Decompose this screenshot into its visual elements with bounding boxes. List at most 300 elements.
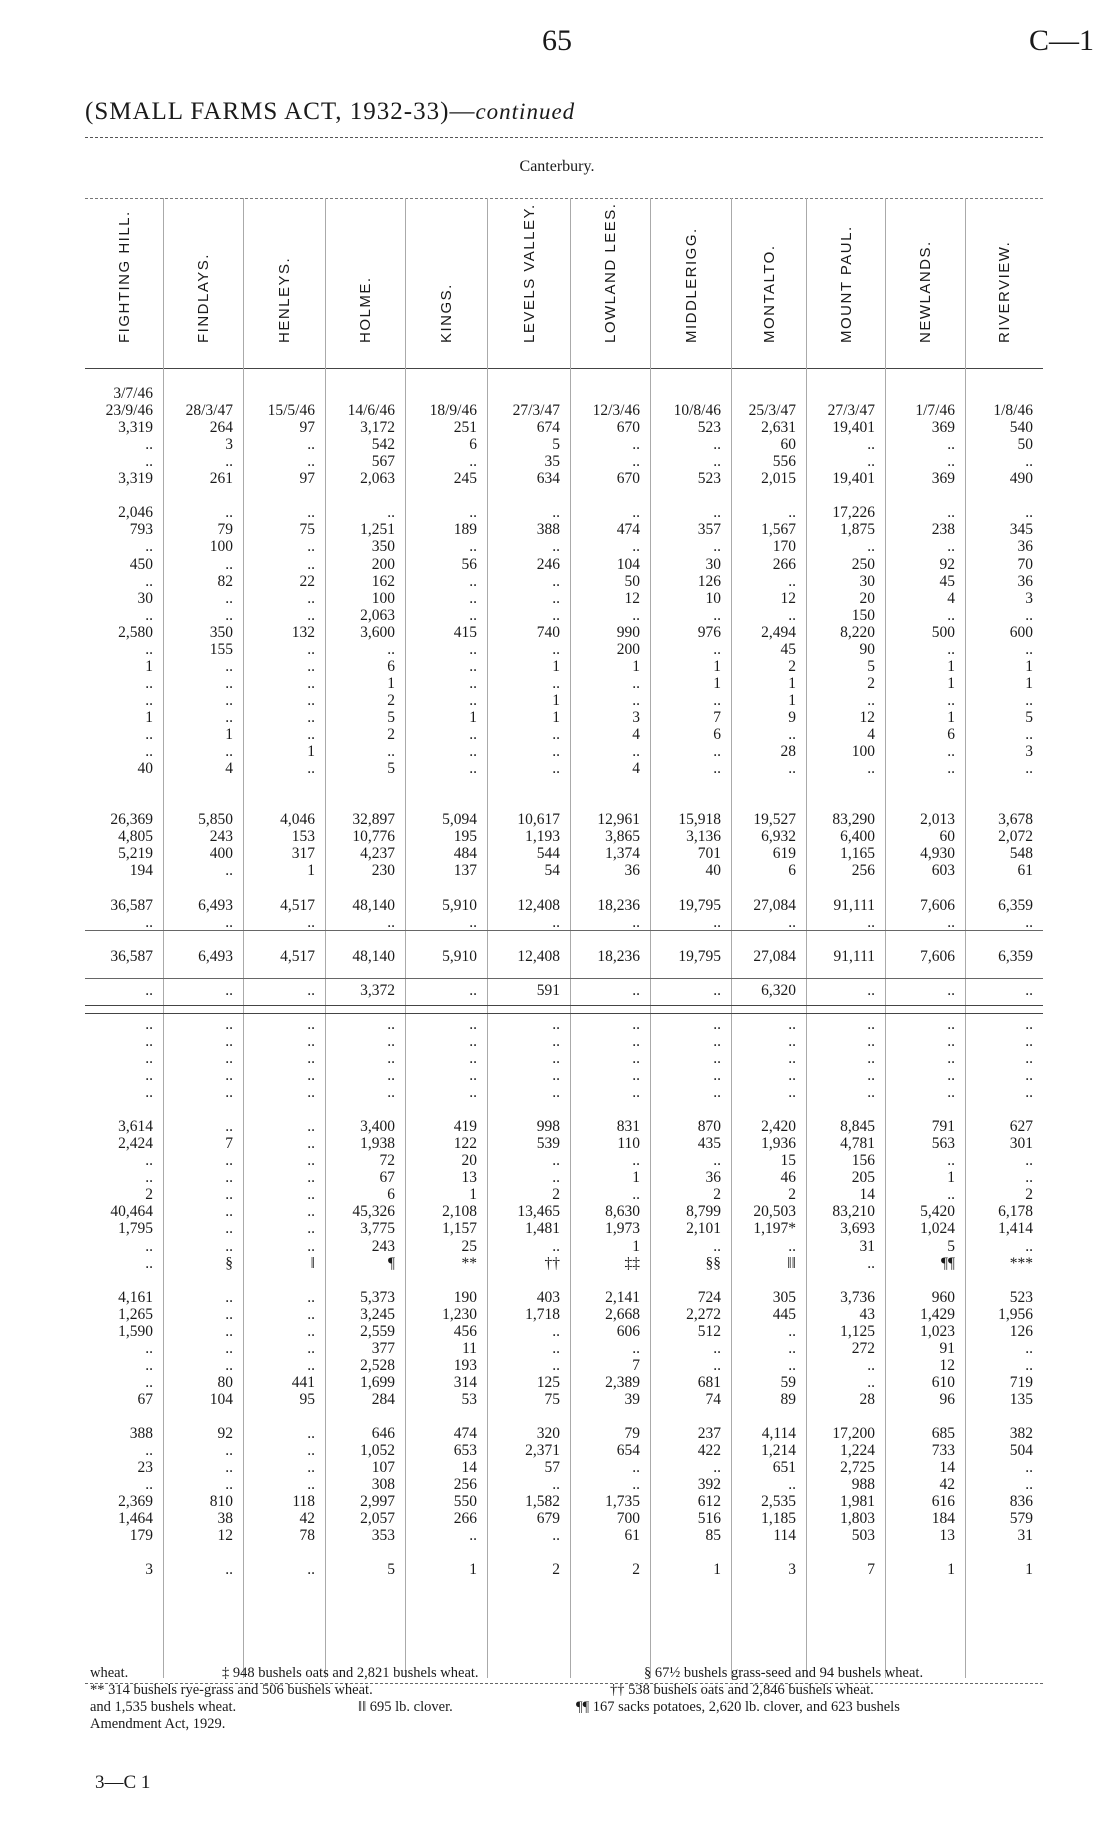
- table-cell: 2,997: [360, 1493, 395, 1511]
- table-cell: 75: [544, 1390, 560, 1408]
- table-cell: 2,424: [118, 1135, 153, 1153]
- table-cell: ..: [552, 538, 560, 556]
- table-cell: 540: [1009, 419, 1033, 437]
- table-cell: 96: [939, 1390, 955, 1408]
- table-cell: 1: [788, 674, 796, 692]
- table-cell: ..: [947, 691, 955, 709]
- column-header-label: MIDDLERIGG.: [682, 227, 700, 343]
- table-cell: 1,567: [761, 521, 796, 539]
- table-cell: ..: [947, 453, 955, 471]
- table-cell: 200: [371, 555, 395, 573]
- table-cell: ..: [713, 436, 721, 454]
- table-cell: ..: [713, 1459, 721, 1477]
- table-cell: ..: [552, 760, 560, 778]
- table-cell: 4,517: [280, 896, 315, 914]
- footnote: †† 538 bushels oats and 2,846 bushels wheat.: [610, 1682, 874, 1698]
- table-cell: 50: [624, 572, 640, 590]
- table-cell: 1: [225, 726, 233, 743]
- table-cell: ..: [947, 1015, 955, 1033]
- table-cell: 1: [713, 674, 721, 692]
- table-cell: ..: [713, 504, 721, 522]
- table-cell: 350: [371, 538, 395, 556]
- table-cell: 195: [453, 828, 477, 846]
- table-cell: 2,631: [761, 419, 796, 437]
- table-cell: 42: [299, 1510, 315, 1528]
- column-header-label: MONTALTO.: [760, 244, 778, 343]
- table-cell: 4: [867, 726, 875, 743]
- table-cell: 542: [371, 436, 395, 454]
- table-cell: ..: [552, 1152, 560, 1170]
- table-cell: 2: [1025, 1186, 1033, 1204]
- table-cell: ‖‖: [787, 1254, 796, 1272]
- table-cell: ..: [145, 981, 153, 999]
- table-cell: ..: [1025, 726, 1033, 743]
- table-cell: 5,850: [198, 811, 233, 829]
- table-cell: ..: [632, 436, 640, 454]
- table-cell: 960: [931, 1288, 955, 1306]
- table-cell: ..: [307, 691, 315, 709]
- table-cell: 603: [931, 862, 955, 880]
- table-cell: 733: [931, 1442, 955, 1460]
- table-cell: ..: [632, 1459, 640, 1477]
- table-cell: 2,528: [360, 1356, 395, 1374]
- table-cell: 1: [947, 657, 955, 675]
- table-cell: ..: [145, 1442, 153, 1460]
- table-cell: ..: [788, 1356, 796, 1374]
- table-cell: 12: [217, 1527, 233, 1545]
- table-cell: ..: [552, 1067, 560, 1084]
- table-cell: 2,141: [605, 1288, 640, 1306]
- table-cell: 162: [371, 572, 395, 590]
- column-header-label: LEVELS VALLEY.: [520, 203, 538, 343]
- table-cell: 2,015: [761, 470, 796, 488]
- table-cell: 20,503: [753, 1203, 796, 1221]
- table-cell: ..: [469, 572, 477, 590]
- table-cell: 13,465: [517, 1203, 560, 1221]
- table-cell: 14/6/46: [347, 402, 395, 420]
- table-cell: ..: [145, 1169, 153, 1187]
- table-cell: 97: [299, 470, 315, 488]
- table-cell: 137: [453, 862, 477, 880]
- table-cell: 606: [616, 1322, 640, 1340]
- table-cell: ..: [632, 913, 640, 931]
- table-cell: 516: [697, 1510, 721, 1528]
- table-cell: ..: [632, 981, 640, 999]
- table-cell: 314: [453, 1373, 477, 1391]
- table-cell: 189: [453, 521, 477, 539]
- table-cell: ..: [387, 640, 395, 658]
- table-cell: 685: [931, 1425, 955, 1443]
- table-cell: ..: [947, 1152, 955, 1170]
- table-cell: 674: [536, 419, 560, 437]
- table-cell: 320: [536, 1425, 560, 1443]
- table-cell: 610: [931, 1373, 955, 1391]
- table-cell: 3: [632, 708, 640, 726]
- table-cell: ..: [225, 1049, 233, 1067]
- table-cell: 3,172: [360, 419, 395, 437]
- table-cell: 422: [697, 1442, 721, 1460]
- table-cell: 3,775: [360, 1220, 395, 1238]
- table-cell: 7: [225, 1135, 233, 1153]
- table-cell: 27/3/47: [827, 402, 875, 420]
- table-cell: ..: [307, 1220, 315, 1238]
- table-cell: 445: [772, 1305, 796, 1323]
- table-cell: ..: [145, 436, 153, 454]
- table-cell: 1: [469, 1186, 477, 1204]
- table-cell: 67: [379, 1169, 395, 1187]
- table-cell: 10,617: [517, 811, 560, 829]
- table-cell: 3,319: [118, 470, 153, 488]
- table-cell: 80: [217, 1373, 233, 1391]
- table-cell: 35: [544, 453, 560, 471]
- table-cell: ..: [1025, 1032, 1033, 1050]
- table-cell: ..: [387, 1084, 395, 1102]
- table-cell: ..: [867, 1032, 875, 1050]
- table-cell: 83,210: [832, 1203, 875, 1221]
- table-cell: 243: [209, 828, 233, 846]
- table-cell: 2,101: [686, 1220, 721, 1238]
- table-cell: ..: [632, 1186, 640, 1204]
- table-cell: ..: [632, 504, 640, 522]
- table-cell: ..: [947, 743, 955, 761]
- table-cell: 27,084: [753, 896, 796, 914]
- table-cell: ..: [307, 674, 315, 692]
- page-title: [85, 98, 575, 126]
- table-cell: ..: [632, 1067, 640, 1084]
- table-cell: ..: [469, 1015, 477, 1033]
- table-cell: ..: [867, 453, 875, 471]
- table-cell: 6,359: [998, 947, 1033, 965]
- table-cell: 2,046: [118, 504, 153, 522]
- table-cell: 2: [145, 1186, 153, 1204]
- table-cell: 1,735: [605, 1493, 640, 1511]
- table-cell: ..: [225, 674, 233, 692]
- table-cell: 20: [461, 1152, 477, 1170]
- table-cell: ..: [145, 1015, 153, 1033]
- table-cell: ..: [145, 691, 153, 709]
- table-cell: ..: [307, 606, 315, 624]
- table-cell: 11: [462, 1339, 477, 1357]
- table-cell: ..: [713, 1084, 721, 1102]
- table-cell: ..: [632, 691, 640, 709]
- table-cell: ‡‡: [624, 1254, 640, 1272]
- table-cell: ..: [552, 1527, 560, 1545]
- table-cell: 1,197*: [753, 1220, 796, 1238]
- table-cell: ..: [307, 1442, 315, 1460]
- table-cell: 619: [772, 845, 796, 863]
- table-cell: ..: [788, 1237, 796, 1255]
- table-cell: 2,072: [998, 828, 1033, 846]
- table-cell: 441: [291, 1373, 315, 1391]
- table-cell: 48,140: [352, 947, 395, 965]
- table-cell: 976: [697, 623, 721, 641]
- table-cell: ..: [552, 589, 560, 607]
- table-cell: ..: [307, 1561, 315, 1579]
- column-header-label: NEWLANDS.: [917, 240, 934, 343]
- table-cell: ..: [469, 1084, 477, 1102]
- table-cell: 60: [780, 436, 796, 454]
- table-cell: ..: [307, 1084, 315, 1102]
- table-cell: ..: [552, 1049, 560, 1067]
- table-cell: 36: [705, 1169, 721, 1187]
- table-cell: ..: [552, 1015, 560, 1033]
- table-cell: ..: [1025, 1169, 1033, 1187]
- table-cell: 10,776: [352, 828, 395, 846]
- column-header-label: LOWLAND LEES.: [602, 202, 619, 343]
- table-cell: 15: [780, 1152, 796, 1170]
- table-rule: [85, 1005, 1043, 1006]
- table-cell: ..: [225, 1152, 233, 1170]
- table-cell: 31: [859, 1237, 875, 1255]
- table-cell: 91,111: [833, 896, 875, 914]
- table-rule: [85, 1013, 1043, 1014]
- table-cell: 2: [552, 1186, 560, 1204]
- table-cell: 5,373: [360, 1288, 395, 1306]
- table-cell: ..: [632, 1015, 640, 1033]
- table-cell: 4: [632, 726, 640, 743]
- table-cell: 7,606: [920, 947, 955, 965]
- table-cell: 1: [145, 708, 153, 726]
- table-cell: 8,220: [840, 623, 875, 641]
- table-cell: ..: [307, 1067, 315, 1084]
- table-cell: ..: [788, 1322, 796, 1340]
- table-cell: 3: [788, 1561, 796, 1579]
- table-cell: ..: [225, 504, 233, 522]
- table-cell: 3,693: [840, 1220, 875, 1238]
- table-cell: ..: [947, 640, 955, 658]
- table-cell: 91,111: [833, 947, 875, 965]
- table-cell: 1: [307, 743, 315, 761]
- table-cell: 10: [705, 589, 721, 607]
- table-cell: ..: [552, 1032, 560, 1050]
- table-cell: 7: [713, 708, 721, 726]
- table-cell: §§: [705, 1254, 721, 1272]
- table-cell: 100: [851, 743, 875, 761]
- table-cell: 345: [1009, 521, 1033, 539]
- table-cell: ..: [225, 1169, 233, 1187]
- page-number: 65: [542, 24, 572, 57]
- table-cell: ..: [145, 572, 153, 590]
- table-cell: ***: [1009, 1254, 1033, 1272]
- table-cell: 400: [209, 845, 233, 863]
- table-cell: 5,910: [442, 896, 477, 914]
- table-cell: ..: [225, 657, 233, 675]
- table-cell: 544: [536, 845, 560, 863]
- table-cell: 6,400: [840, 828, 875, 846]
- table-cell: 83,290: [832, 811, 875, 829]
- table-cell: 90: [859, 640, 875, 658]
- table-cell: ..: [225, 1442, 233, 1460]
- table-cell: 12,961: [597, 811, 640, 829]
- table-cell: 539: [536, 1135, 560, 1153]
- table-cell: 114: [773, 1527, 796, 1545]
- table-cell: 600: [1009, 623, 1033, 641]
- column-header: [325, 198, 405, 366]
- table-cell: ..: [552, 1356, 560, 1374]
- table-cell: 27,084: [753, 947, 796, 965]
- table-cell: 250: [851, 555, 875, 573]
- table-cell: ..: [225, 708, 233, 726]
- table-cell: 2,057: [360, 1510, 395, 1528]
- table-cell: ..: [307, 657, 315, 675]
- table-cell: 12,408: [517, 896, 560, 914]
- table-cell: 1,414: [998, 1220, 1033, 1238]
- table-cell: 2,371: [525, 1442, 560, 1460]
- table-cell: ..: [1025, 1459, 1033, 1477]
- title-continued: continued: [475, 99, 576, 124]
- table-cell: 15,918: [678, 811, 721, 829]
- table-cell: ..: [1025, 1237, 1033, 1255]
- table-cell: 238: [931, 521, 955, 539]
- table-cell: ..: [307, 1476, 315, 1494]
- table-cell: 264: [209, 419, 233, 437]
- table-cell: 810: [209, 1493, 233, 1511]
- table-cell: 70: [1017, 555, 1033, 573]
- table-cell: ..: [867, 981, 875, 999]
- table-cell: 1,214: [761, 1442, 796, 1460]
- table-cell: ..: [469, 1527, 477, 1545]
- table-cell: ¶¶: [940, 1254, 955, 1272]
- table-cell: ..: [867, 538, 875, 556]
- table-cell: 243: [371, 1237, 395, 1255]
- table-cell: ..: [632, 1049, 640, 1067]
- table-cell: 245: [453, 470, 477, 488]
- table-cell: ..: [225, 691, 233, 709]
- table-cell: 125: [536, 1373, 560, 1391]
- table-cell: ..: [469, 981, 477, 999]
- table-cell: ..: [1025, 1339, 1033, 1357]
- table-cell: ..: [307, 760, 315, 778]
- table-cell: ..: [145, 726, 153, 743]
- table-cell: ..: [552, 743, 560, 761]
- table-cell: ..: [632, 606, 640, 624]
- table-cell: 5: [1025, 708, 1033, 726]
- table-cell: 681: [697, 1373, 721, 1391]
- table-cell: 23/9/46: [105, 402, 153, 420]
- table-cell: 415: [453, 623, 477, 641]
- table-cell: 3,136: [686, 828, 721, 846]
- table-cell: ..: [307, 1425, 315, 1443]
- table-cell: 205: [851, 1169, 875, 1187]
- table-cell: 3,865: [605, 828, 640, 846]
- table-cell: 3,372: [360, 981, 395, 999]
- table-cell: 1: [632, 657, 640, 675]
- table-cell: 42: [939, 1476, 955, 1494]
- table-cell: 3: [1025, 743, 1033, 761]
- table-cell: ..: [307, 1203, 315, 1221]
- table-cell: 1: [1025, 1561, 1033, 1579]
- table-cell: ..: [225, 1476, 233, 1494]
- table-cell: ..: [1025, 1356, 1033, 1374]
- table-cell: 1: [552, 708, 560, 726]
- table-cell: ..: [788, 1015, 796, 1033]
- table-cell: 1: [632, 1237, 640, 1255]
- table-cell: ..: [307, 538, 315, 556]
- table-cell: ..: [788, 913, 796, 931]
- table-cell: 2: [713, 1186, 721, 1204]
- table-cell: 92: [939, 555, 955, 573]
- table-cell: 261: [209, 470, 233, 488]
- table-cell: ..: [713, 913, 721, 931]
- table-cell: 82: [217, 572, 233, 590]
- table-cell: 474: [616, 521, 640, 539]
- table-cell: ..: [145, 1254, 153, 1272]
- table-cell: 353: [371, 1527, 395, 1545]
- table-cell: 740: [536, 623, 560, 641]
- footnote: and 1,535 bushels wheat.: [90, 1699, 237, 1715]
- table-cell: ..: [552, 1322, 560, 1340]
- table-cell: ..: [713, 1015, 721, 1033]
- table-cell: 1,157: [442, 1220, 477, 1238]
- table-cell: ..: [713, 1067, 721, 1084]
- table-cell: ..: [307, 981, 315, 999]
- table-cell: 25: [461, 1237, 477, 1255]
- table-cell: ..: [713, 981, 721, 999]
- signature-mark: 3—C 1: [95, 1772, 151, 1793]
- table-cell: 3/7/46: [113, 385, 153, 402]
- table-cell: 2,580: [118, 623, 153, 641]
- table-cell: 503: [851, 1527, 875, 1545]
- table-cell: 7: [867, 1561, 875, 1579]
- column-header: [85, 198, 163, 366]
- table-cell: ..: [867, 1067, 875, 1084]
- table-cell: ..: [307, 1169, 315, 1187]
- table-cell: ..: [947, 760, 955, 778]
- table-cell: ..: [552, 640, 560, 658]
- table-cell: ..: [225, 589, 233, 607]
- table-cell: ..: [947, 1084, 955, 1102]
- table-rule: [85, 978, 1043, 979]
- table-cell: 19,401: [832, 470, 875, 488]
- table-cell: ..: [307, 1135, 315, 1153]
- table-cell: 870: [697, 1118, 721, 1136]
- table-cell: ..: [307, 640, 315, 658]
- table-cell: 5: [552, 436, 560, 454]
- table-cell: 1,699: [360, 1373, 395, 1391]
- footnote: ** 314 bushels rye-grass and 506 bushels wheat.: [90, 1682, 373, 1698]
- table-cell: 450: [129, 555, 153, 573]
- table-cell: ..: [788, 504, 796, 522]
- table-cell: ..: [145, 640, 153, 658]
- table-cell: 26,369: [110, 811, 153, 829]
- table-cell: 1,938: [360, 1135, 395, 1153]
- table-cell: 12: [859, 708, 875, 726]
- column-header-label: KINGS.: [438, 283, 455, 343]
- table-cell: 56: [461, 555, 477, 573]
- table-cell: ..: [552, 726, 560, 743]
- table-cell: 45: [939, 572, 955, 590]
- table-cell: ..: [145, 674, 153, 692]
- table-cell: 1: [1025, 657, 1033, 675]
- table-cell: 3,400: [360, 1118, 395, 1136]
- table-cell: 654: [616, 1442, 640, 1460]
- table-cell: 40,464: [110, 1203, 153, 1221]
- table-cell: ..: [307, 1322, 315, 1340]
- table-cell: 484: [453, 845, 477, 863]
- table-cell: 550: [453, 1493, 477, 1511]
- table-cell: ..: [307, 436, 315, 454]
- table-cell: 40: [137, 760, 153, 778]
- page-reference: C—1: [1028, 24, 1094, 57]
- table-cell: ..: [713, 760, 721, 778]
- column-header: [885, 198, 965, 366]
- table-cell: ..: [632, 743, 640, 761]
- table-cell: 67: [137, 1390, 153, 1408]
- table-cell: 3,736: [840, 1288, 875, 1306]
- table-cell: ..: [145, 1152, 153, 1170]
- table-cell: ..: [788, 760, 796, 778]
- table-cell: 7,606: [920, 896, 955, 914]
